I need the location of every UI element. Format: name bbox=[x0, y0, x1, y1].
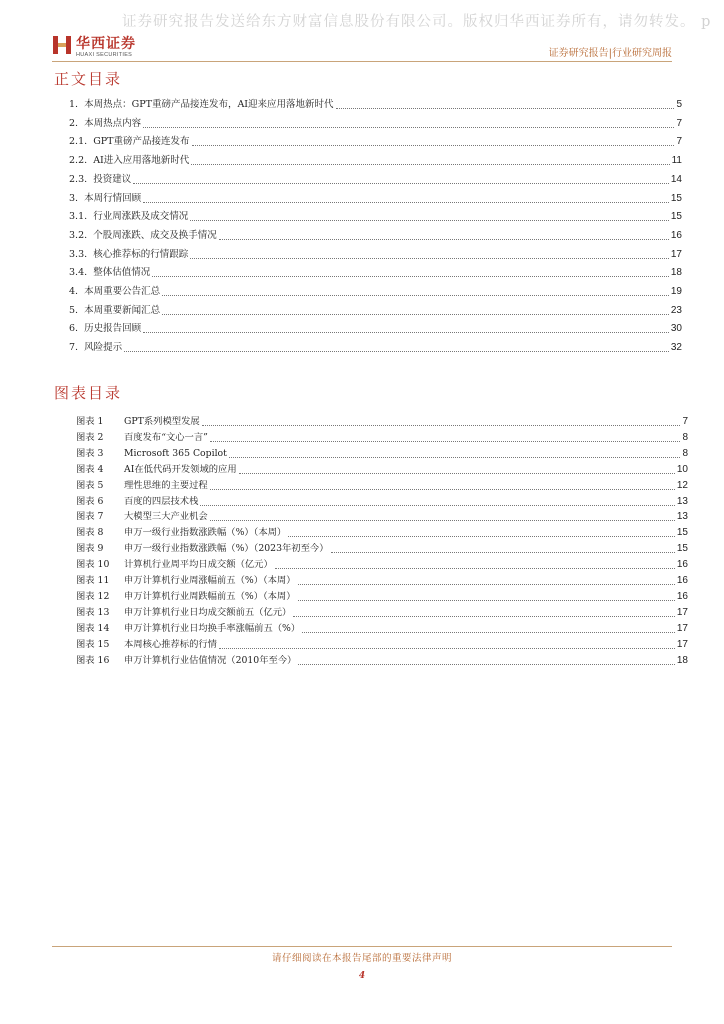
toc-entry[interactable] bbox=[69, 283, 682, 299]
entry-number: 3.1. bbox=[69, 211, 88, 223]
report-type-label: 证券研究报告|行业研究周报 bbox=[548, 48, 672, 59]
watermark: 证券研究报告发送给东方财富信息股份有限公司。版权归华西证券所有，请勿转发。 p bbox=[122, 14, 712, 30]
entry-title[interactable] bbox=[76, 493, 198, 507]
dot-leader bbox=[143, 126, 674, 128]
entry-number: 图表 1 bbox=[76, 416, 104, 427]
entry-label: GPT重磅产品接连发布 bbox=[93, 136, 190, 148]
entry-page-number[interactable]: 15 bbox=[676, 543, 688, 555]
entry-title[interactable] bbox=[69, 246, 188, 260]
toc-entry[interactable] bbox=[69, 339, 682, 355]
figure-entry[interactable] bbox=[76, 588, 688, 604]
entry-page-number[interactable]: 30 bbox=[670, 323, 682, 335]
entry-title[interactable] bbox=[76, 524, 286, 538]
toc-entry[interactable] bbox=[69, 302, 682, 318]
dot-leader bbox=[162, 313, 669, 315]
entry-label: 投资建议 bbox=[93, 173, 132, 185]
toc-entry[interactable] bbox=[69, 227, 682, 243]
entry-label: 大模型三大产业机会 bbox=[124, 511, 208, 523]
entry-title[interactable] bbox=[69, 283, 160, 297]
entry-number: 2. bbox=[69, 117, 79, 129]
dot-leader bbox=[124, 350, 669, 352]
entry-page-number[interactable]: 8 bbox=[682, 431, 688, 443]
entry-title[interactable] bbox=[76, 556, 273, 570]
entry-title[interactable] bbox=[69, 171, 131, 185]
legal-notice: 请仔细阅读在本报告尾部的重要法律声明 bbox=[271, 953, 452, 964]
figure-entry[interactable] bbox=[76, 572, 688, 588]
entry-number: 3.4. bbox=[69, 267, 88, 279]
entry-label: 申万计算机行业日均换手率涨幅前五（%） bbox=[124, 622, 301, 634]
entry-number: 2.1. bbox=[69, 136, 88, 148]
entry-label: 百度发布“文心一言” bbox=[124, 431, 208, 443]
figure-entry[interactable] bbox=[76, 540, 688, 556]
entry-number: 图表 10 bbox=[76, 559, 110, 571]
entry-title[interactable] bbox=[69, 115, 141, 129]
entry-label: Microsoft 365 Copilot bbox=[124, 447, 227, 459]
entry-label: 整体估值情况 bbox=[93, 267, 151, 279]
entry-number: 图表 14 bbox=[76, 622, 110, 634]
entry-title[interactable] bbox=[76, 620, 300, 634]
entry-label: 风险提示 bbox=[84, 342, 123, 354]
entry-label: AI在低代码开发领域的应用 bbox=[124, 463, 237, 475]
toc-entry[interactable] bbox=[69, 264, 682, 280]
entry-number: 图表 6 bbox=[76, 495, 104, 507]
figure-entry[interactable] bbox=[76, 429, 688, 445]
dot-leader bbox=[210, 440, 681, 442]
entry-label: 申万计算机行业日均成交额前五（亿元） bbox=[124, 606, 292, 618]
entry-label: 本周行情回顾 bbox=[84, 192, 142, 204]
entry-page-number[interactable]: 16 bbox=[676, 590, 688, 602]
entry-page-number[interactable]: 23 bbox=[670, 304, 682, 316]
figure-entry[interactable] bbox=[76, 604, 688, 620]
entry-label: 百度的四层技术栈 bbox=[124, 495, 199, 507]
entry-number: 图表 11 bbox=[76, 575, 110, 586]
dot-leader bbox=[298, 583, 675, 585]
entry-number: 图表 9 bbox=[76, 543, 104, 555]
entry-number: 图表 8 bbox=[76, 527, 104, 539]
entry-number: 图表 12 bbox=[76, 590, 110, 602]
entry-title[interactable] bbox=[69, 320, 141, 334]
entry-page-number[interactable]: 16 bbox=[676, 559, 688, 571]
dot-leader bbox=[210, 519, 675, 521]
figure-entry[interactable] bbox=[76, 524, 688, 540]
entry-number: 4. bbox=[69, 286, 79, 297]
dot-leader bbox=[202, 424, 681, 426]
entry-page-number[interactable]: 12 bbox=[676, 479, 688, 491]
entry-page-number[interactable]: 7 bbox=[682, 416, 688, 427]
dot-leader bbox=[298, 599, 675, 601]
figure-entry[interactable] bbox=[76, 620, 688, 636]
entry-title[interactable] bbox=[76, 652, 296, 666]
entry-label: 计算机行业周平均日成交额（亿元） bbox=[124, 559, 273, 571]
entry-title[interactable] bbox=[76, 413, 200, 427]
entry-page-number[interactable]: 16 bbox=[670, 229, 682, 241]
dot-leader bbox=[210, 488, 675, 490]
entry-page-number[interactable]: 17 bbox=[676, 622, 688, 634]
entry-title[interactable] bbox=[76, 461, 237, 475]
entry-label: 申万计算机行业周涨幅前五（%）（本周） bbox=[124, 575, 296, 586]
entry-title[interactable] bbox=[69, 339, 122, 353]
entry-page-number[interactable]: 10 bbox=[676, 463, 688, 475]
entry-page-number[interactable]: 7 bbox=[676, 136, 682, 148]
entry-label: AI进入应用落地新时代 bbox=[93, 155, 190, 167]
entry-title[interactable] bbox=[69, 208, 188, 222]
entry-label: 个股周涨跌、成交及换手情况 bbox=[93, 229, 217, 241]
entry-label: GPT系列模型发展 bbox=[124, 416, 200, 427]
entry-number: 3.2. bbox=[69, 229, 88, 241]
entry-number: 图表 2 bbox=[76, 431, 104, 443]
entry-title[interactable] bbox=[76, 445, 227, 459]
entry-label: 理性思维的主要过程 bbox=[124, 479, 208, 491]
toc-entry[interactable] bbox=[69, 190, 682, 206]
entry-number: 图表 5 bbox=[76, 479, 104, 491]
dot-leader bbox=[152, 275, 669, 277]
toc-entry[interactable] bbox=[69, 171, 682, 187]
entry-page-number[interactable]: 17 bbox=[676, 606, 688, 618]
entry-label: 历史报告回顾 bbox=[84, 323, 142, 335]
dot-leader bbox=[143, 331, 669, 333]
entry-title[interactable] bbox=[69, 133, 190, 147]
toc-entry[interactable] bbox=[69, 246, 682, 262]
entry-page-number[interactable]: 13 bbox=[676, 511, 688, 523]
dot-leader bbox=[275, 567, 675, 569]
entry-title[interactable] bbox=[69, 190, 141, 204]
figure-entry[interactable] bbox=[76, 493, 688, 509]
entry-page-number[interactable]: 17 bbox=[670, 248, 682, 260]
figures-title: 图表目录 bbox=[54, 384, 123, 402]
toc-entry[interactable] bbox=[69, 133, 682, 149]
entry-label: 申万计算机行业估值情况（2010年至今） bbox=[124, 654, 297, 666]
footer-divider bbox=[52, 946, 672, 947]
entry-page-number[interactable]: 18 bbox=[670, 267, 682, 279]
dot-leader bbox=[162, 294, 669, 296]
dot-leader bbox=[298, 663, 674, 665]
dot-leader bbox=[192, 144, 675, 146]
entry-title[interactable] bbox=[76, 604, 291, 618]
header-divider bbox=[52, 61, 672, 62]
dot-leader bbox=[133, 182, 669, 184]
figure-entry[interactable] bbox=[76, 445, 688, 461]
entry-title[interactable] bbox=[76, 429, 208, 443]
entry-page-number[interactable]: 15 bbox=[670, 211, 682, 223]
entry-number: 3.3. bbox=[69, 248, 88, 260]
dot-leader bbox=[200, 504, 674, 506]
toc-entry[interactable] bbox=[69, 115, 682, 131]
entry-page-number[interactable]: 15 bbox=[670, 192, 682, 204]
entry-title[interactable] bbox=[76, 477, 208, 491]
entry-label: 本周重要新闻汇总 bbox=[84, 304, 161, 316]
entry-number: 图表 13 bbox=[76, 606, 110, 618]
dot-leader bbox=[293, 615, 675, 617]
toc-entry[interactable] bbox=[69, 208, 682, 224]
entry-number: 2.2. bbox=[69, 155, 88, 167]
entry-number: 图表 3 bbox=[76, 447, 104, 459]
figure-entry[interactable] bbox=[76, 461, 688, 477]
entry-page-number[interactable]: 17 bbox=[676, 638, 688, 650]
logo-text-en: HUAXI SECURITIES bbox=[76, 52, 133, 58]
logo-text-cn: 华西证券 bbox=[76, 36, 136, 52]
entry-title[interactable] bbox=[69, 227, 217, 241]
entry-number: 7. bbox=[69, 342, 79, 354]
entry-number: 5. bbox=[69, 304, 79, 316]
entry-label: 行业周涨跌及成交情况 bbox=[93, 211, 189, 223]
entry-title[interactable] bbox=[69, 302, 160, 316]
entry-label: 本周核心推荐标的行情 bbox=[124, 638, 217, 650]
dot-leader bbox=[190, 257, 669, 259]
entry-page-number[interactable]: 5 bbox=[676, 99, 682, 110]
entry-label: 申万计算机行业周跌幅前五（%）（本周） bbox=[124, 590, 296, 602]
dot-leader bbox=[239, 472, 675, 474]
dot-leader bbox=[288, 535, 675, 537]
figure-entry[interactable] bbox=[76, 636, 688, 652]
page-number: 4 bbox=[358, 971, 366, 981]
entry-number: 6. bbox=[69, 323, 79, 335]
entry-title[interactable] bbox=[76, 540, 329, 554]
entry-number: 图表 15 bbox=[76, 638, 110, 650]
dot-leader bbox=[229, 456, 681, 458]
entry-label: 申万一级行业指数涨跌幅（%）（本周） bbox=[124, 527, 287, 539]
dot-leader bbox=[331, 551, 675, 553]
entry-page-number[interactable]: 7 bbox=[676, 117, 682, 129]
entry-page-number[interactable]: 13 bbox=[676, 495, 688, 507]
entry-page-number[interactable]: 18 bbox=[676, 654, 688, 666]
entry-page-number[interactable]: 32 bbox=[670, 342, 682, 354]
dot-leader bbox=[191, 163, 669, 165]
dot-leader bbox=[302, 631, 675, 633]
entry-page-number[interactable]: 11 bbox=[671, 155, 682, 167]
figure-entry[interactable] bbox=[76, 508, 688, 524]
entry-title[interactable] bbox=[76, 508, 208, 522]
entry-page-number[interactable]: 16 bbox=[676, 575, 688, 586]
entry-label: 本周热点：GPT重磅产品接连发布，AI迎来应用落地新时代 bbox=[84, 99, 334, 110]
entry-number: 2.3. bbox=[69, 173, 88, 185]
entry-page-number[interactable]: 19 bbox=[670, 286, 682, 297]
figure-entry[interactable] bbox=[76, 477, 688, 493]
entry-title[interactable] bbox=[76, 572, 296, 586]
dot-leader bbox=[143, 201, 669, 203]
entry-label: 本周热点内容 bbox=[84, 117, 142, 129]
entry-number: 图表 16 bbox=[76, 654, 110, 666]
figure-entry[interactable] bbox=[76, 413, 688, 429]
dot-leader bbox=[219, 238, 669, 240]
dot-leader bbox=[190, 219, 669, 221]
entry-label: 本周重要公告汇总 bbox=[84, 286, 161, 297]
huaxi-logo-icon bbox=[52, 34, 72, 56]
entry-label: 核心推荐标的行情跟踪 bbox=[93, 248, 189, 260]
entry-page-number[interactable]: 14 bbox=[670, 173, 682, 185]
entry-number: 图表 4 bbox=[76, 463, 104, 475]
figure-entry[interactable] bbox=[76, 652, 688, 668]
toc-entry[interactable] bbox=[69, 320, 682, 336]
entry-title[interactable] bbox=[76, 588, 296, 602]
entry-title[interactable] bbox=[69, 264, 150, 278]
toc-entry[interactable] bbox=[69, 152, 682, 168]
entry-page-number[interactable]: 8 bbox=[682, 447, 688, 459]
dot-leader bbox=[219, 647, 675, 649]
toc-title: 正文目录 bbox=[54, 70, 123, 88]
entry-number: 3. bbox=[69, 192, 79, 204]
entry-title[interactable] bbox=[69, 152, 189, 166]
figure-entry[interactable] bbox=[76, 556, 688, 572]
entry-page-number[interactable]: 15 bbox=[676, 527, 688, 539]
dot-leader bbox=[336, 107, 675, 109]
entry-number: 图表 7 bbox=[76, 511, 104, 523]
toc-entry[interactable] bbox=[69, 96, 682, 112]
entry-title[interactable] bbox=[69, 96, 334, 110]
entry-title[interactable] bbox=[76, 636, 217, 650]
entry-number: 1. bbox=[69, 99, 79, 110]
entry-label: 申万一级行业指数涨跌幅（%）（2023年初至今） bbox=[124, 543, 329, 555]
